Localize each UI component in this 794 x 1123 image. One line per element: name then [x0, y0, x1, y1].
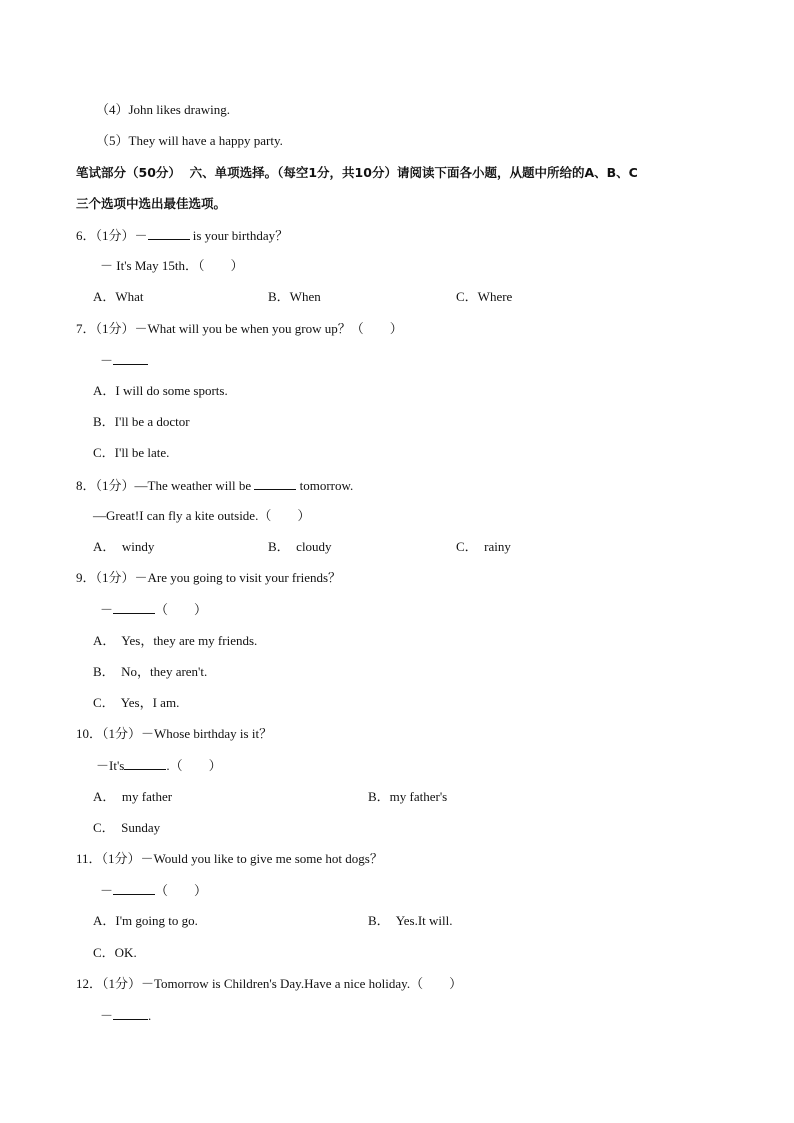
q6-blank [148, 227, 190, 240]
q7-option-a[interactable]: A．I will do some sports. [93, 383, 228, 398]
q9-option-b[interactable]: B． No，they aren't. [93, 664, 208, 679]
question-7-reply [100, 352, 148, 369]
q10-option-b[interactable]: B．my father's [368, 789, 448, 804]
q10-option-a[interactable]: A． my father [93, 789, 173, 804]
q10-option-c[interactable]: C． Sunday [93, 820, 161, 835]
q11-reply-prefix: － [100, 883, 114, 898]
q9-reply-after: （ ） [155, 602, 208, 617]
q9-reply-prefix: － [100, 602, 114, 617]
q11-blank [113, 882, 155, 895]
question-7-stem: 7．（1分）－What will you be when you grow up？（ ） [76, 321, 403, 336]
question-10-stem: 10．（1分）－Whose birthday is it？ [76, 726, 273, 741]
q10-reply-after: .（ ） [166, 758, 222, 773]
question-9-stem: 9．（1分）－Are you going to visit your friends？ [76, 570, 342, 585]
q6-stem-after: is your birthday？ [189, 228, 289, 243]
listen-item-5: （5）They will have a happy party. [96, 133, 283, 148]
q7-option-b[interactable]: B．I'll be a doctor [93, 414, 190, 429]
q12-reply-prefix: － [100, 1008, 114, 1023]
section-header-line1: 笔试部分（50分） 六、单项选择。（每空1分，共10分）请阅读下面各小题，从题中所给的A、B、C [76, 165, 638, 180]
q6-option-c[interactable]: C．Where [456, 289, 513, 304]
question-8-reply: —Great!I can fly a kite outside.（ ） [93, 508, 311, 523]
q8-prefix: 8．（1分）—The weather will be [76, 478, 255, 493]
q9-option-a[interactable]: A． Yes，they are my friends. [93, 633, 258, 648]
q7-reply-prefix: － [100, 353, 114, 368]
q7-blank [113, 352, 148, 365]
q12-blank [113, 1007, 148, 1020]
section-header-line2: 三个选项中选出最佳选项。 [76, 196, 227, 211]
q11-option-b[interactable]: B． Yes.It will. [368, 913, 453, 928]
question-12-reply [100, 1007, 151, 1024]
q9-option-c[interactable]: C． Yes，I am. [93, 695, 180, 710]
q9-blank [113, 601, 155, 614]
question-9-reply [100, 601, 207, 618]
q11-reply-after: （ ） [155, 883, 208, 898]
question-10-reply [96, 757, 222, 774]
q12-reply-after: . [148, 1008, 152, 1023]
question-6-reply: － It's May 15th．（ ） [100, 258, 244, 273]
question-12-stem: 12．（1分）－Tomorrow is Children's Day.Have a nice holiday.（ ） [76, 976, 463, 991]
q6-option-a[interactable]: A．What [93, 289, 144, 304]
q8-blank [254, 477, 296, 490]
question-8-stem [76, 477, 353, 494]
q11-option-c[interactable]: C．OK. [93, 945, 137, 960]
q8-option-b[interactable]: B． cloudy [268, 539, 332, 554]
q8-stem-after: tomorrow. [296, 478, 354, 493]
question-6-stem [76, 227, 288, 244]
q8-option-c[interactable]: C． rainy [456, 539, 511, 554]
listen-item-4: （4）John likes drawing. [96, 102, 230, 117]
question-11-reply [100, 882, 207, 899]
q7-option-c[interactable]: C．I'll be late. [93, 445, 170, 460]
q10-reply-prefix: －It's [96, 758, 125, 773]
question-11-stem: 11．（1分）－Would you like to give me some hot dogs？ [76, 851, 383, 866]
q10-blank [124, 757, 166, 770]
q11-option-a[interactable]: A．I'm going to go. [93, 913, 198, 928]
q6-option-b[interactable]: B．When [268, 289, 321, 304]
q8-option-a[interactable]: A． windy [93, 539, 155, 554]
q6-prefix: 6．（1分）－ [76, 228, 148, 243]
